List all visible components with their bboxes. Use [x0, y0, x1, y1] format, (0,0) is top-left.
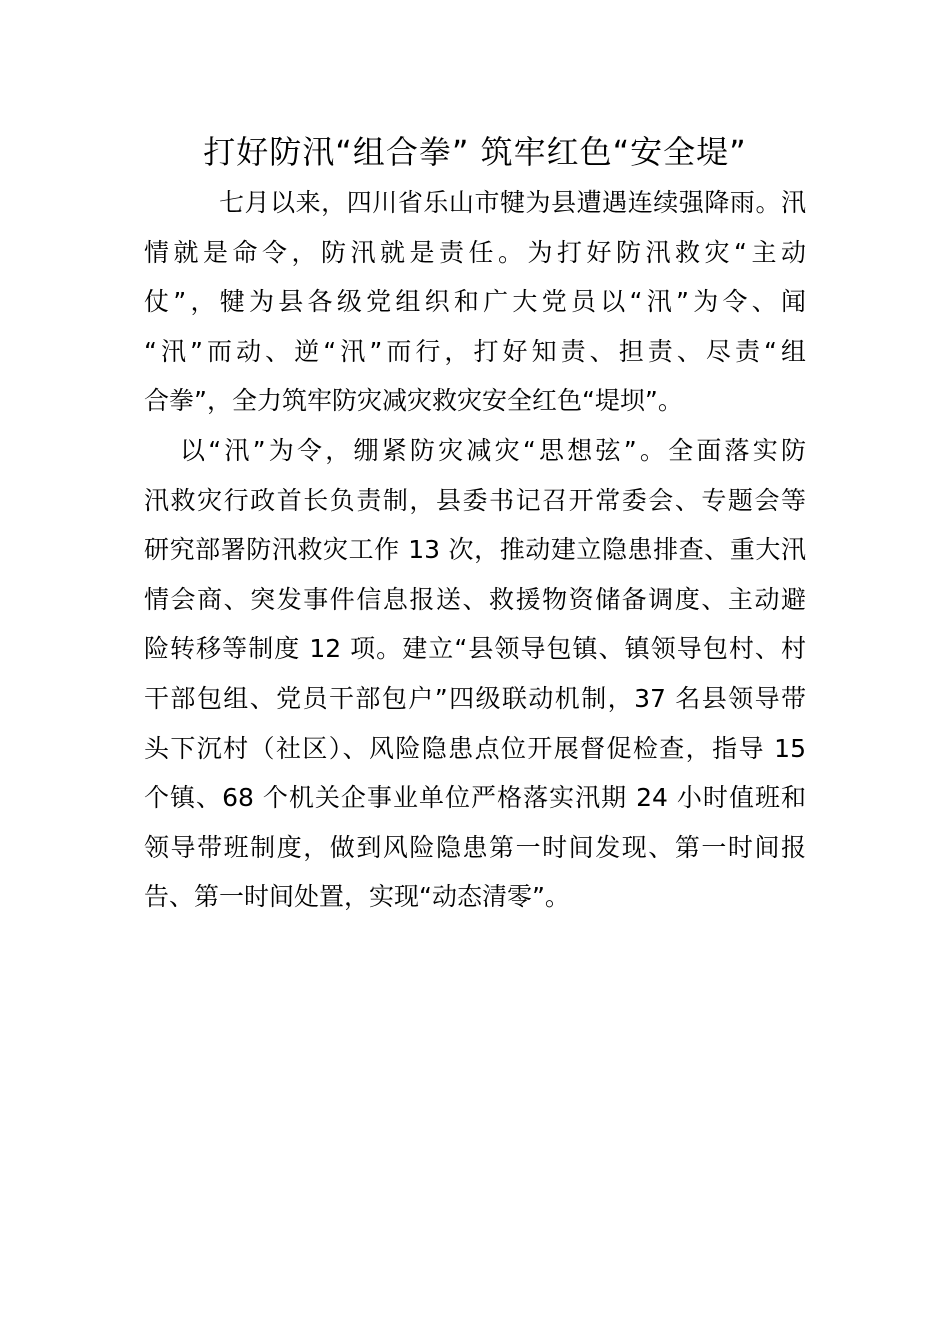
paragraph-intro [144, 178, 806, 426]
text-line: 仗”，犍为县各级党组织和广大党员以“汛”为令、闻 [144, 287, 806, 317]
text-line: 七月以来，四川省乐山市犍为县遭遇连续强降雨。汛 [219, 188, 806, 217]
text-line: 告、第一时间处置，实现“动态清零”。 [144, 882, 570, 912]
text-line: 合拳”，全力筑牢防灾减灾救灾安全红色“堤坝”。 [144, 386, 683, 416]
paragraph-first-section [144, 426, 806, 922]
document-body [144, 178, 806, 922]
text-line: 干部包组、党员干部包户”四级联动机制，37 名县领导带 [144, 683, 806, 713]
text-line: 头下沉村（社区）、风险隐患点位开展督促检查，指导 15 [144, 733, 806, 763]
text-line: 研究部署防汛救灾工作 13 次，推动建立隐患排查、重大汛 [144, 535, 806, 565]
text-line: 险转移等制度 12 项。建立“县领导包镇、镇领导包村、村 [144, 634, 806, 664]
text-line: 领导带班制度，做到风险隐患第一时间发现、第一时间报 [144, 832, 806, 862]
text-line: 个镇、68 个机关企事业单位严格落实汛期 24 小时值班和 [144, 783, 806, 813]
text-line: 情会商、突发事件信息报送、救援物资储备调度、主动避 [144, 584, 806, 614]
text-line: 以“汛”为令，绷紧防灾减灾“思想弦”。全面落实防 [180, 435, 806, 465]
text-line: 汛救灾行政首长负责制，县委书记召开常委会、专题会等 [144, 485, 806, 515]
text-line: 情就是命令，防汛就是责任。为打好防汛救灾“主动 [144, 237, 806, 267]
document-title: 打好防汛“组合拳” 筑牢红色“安全堤” [203, 133, 747, 171]
text-line: “汛”而动、逆“汛”而行，打好知责、担责、尽责“组 [144, 336, 806, 366]
